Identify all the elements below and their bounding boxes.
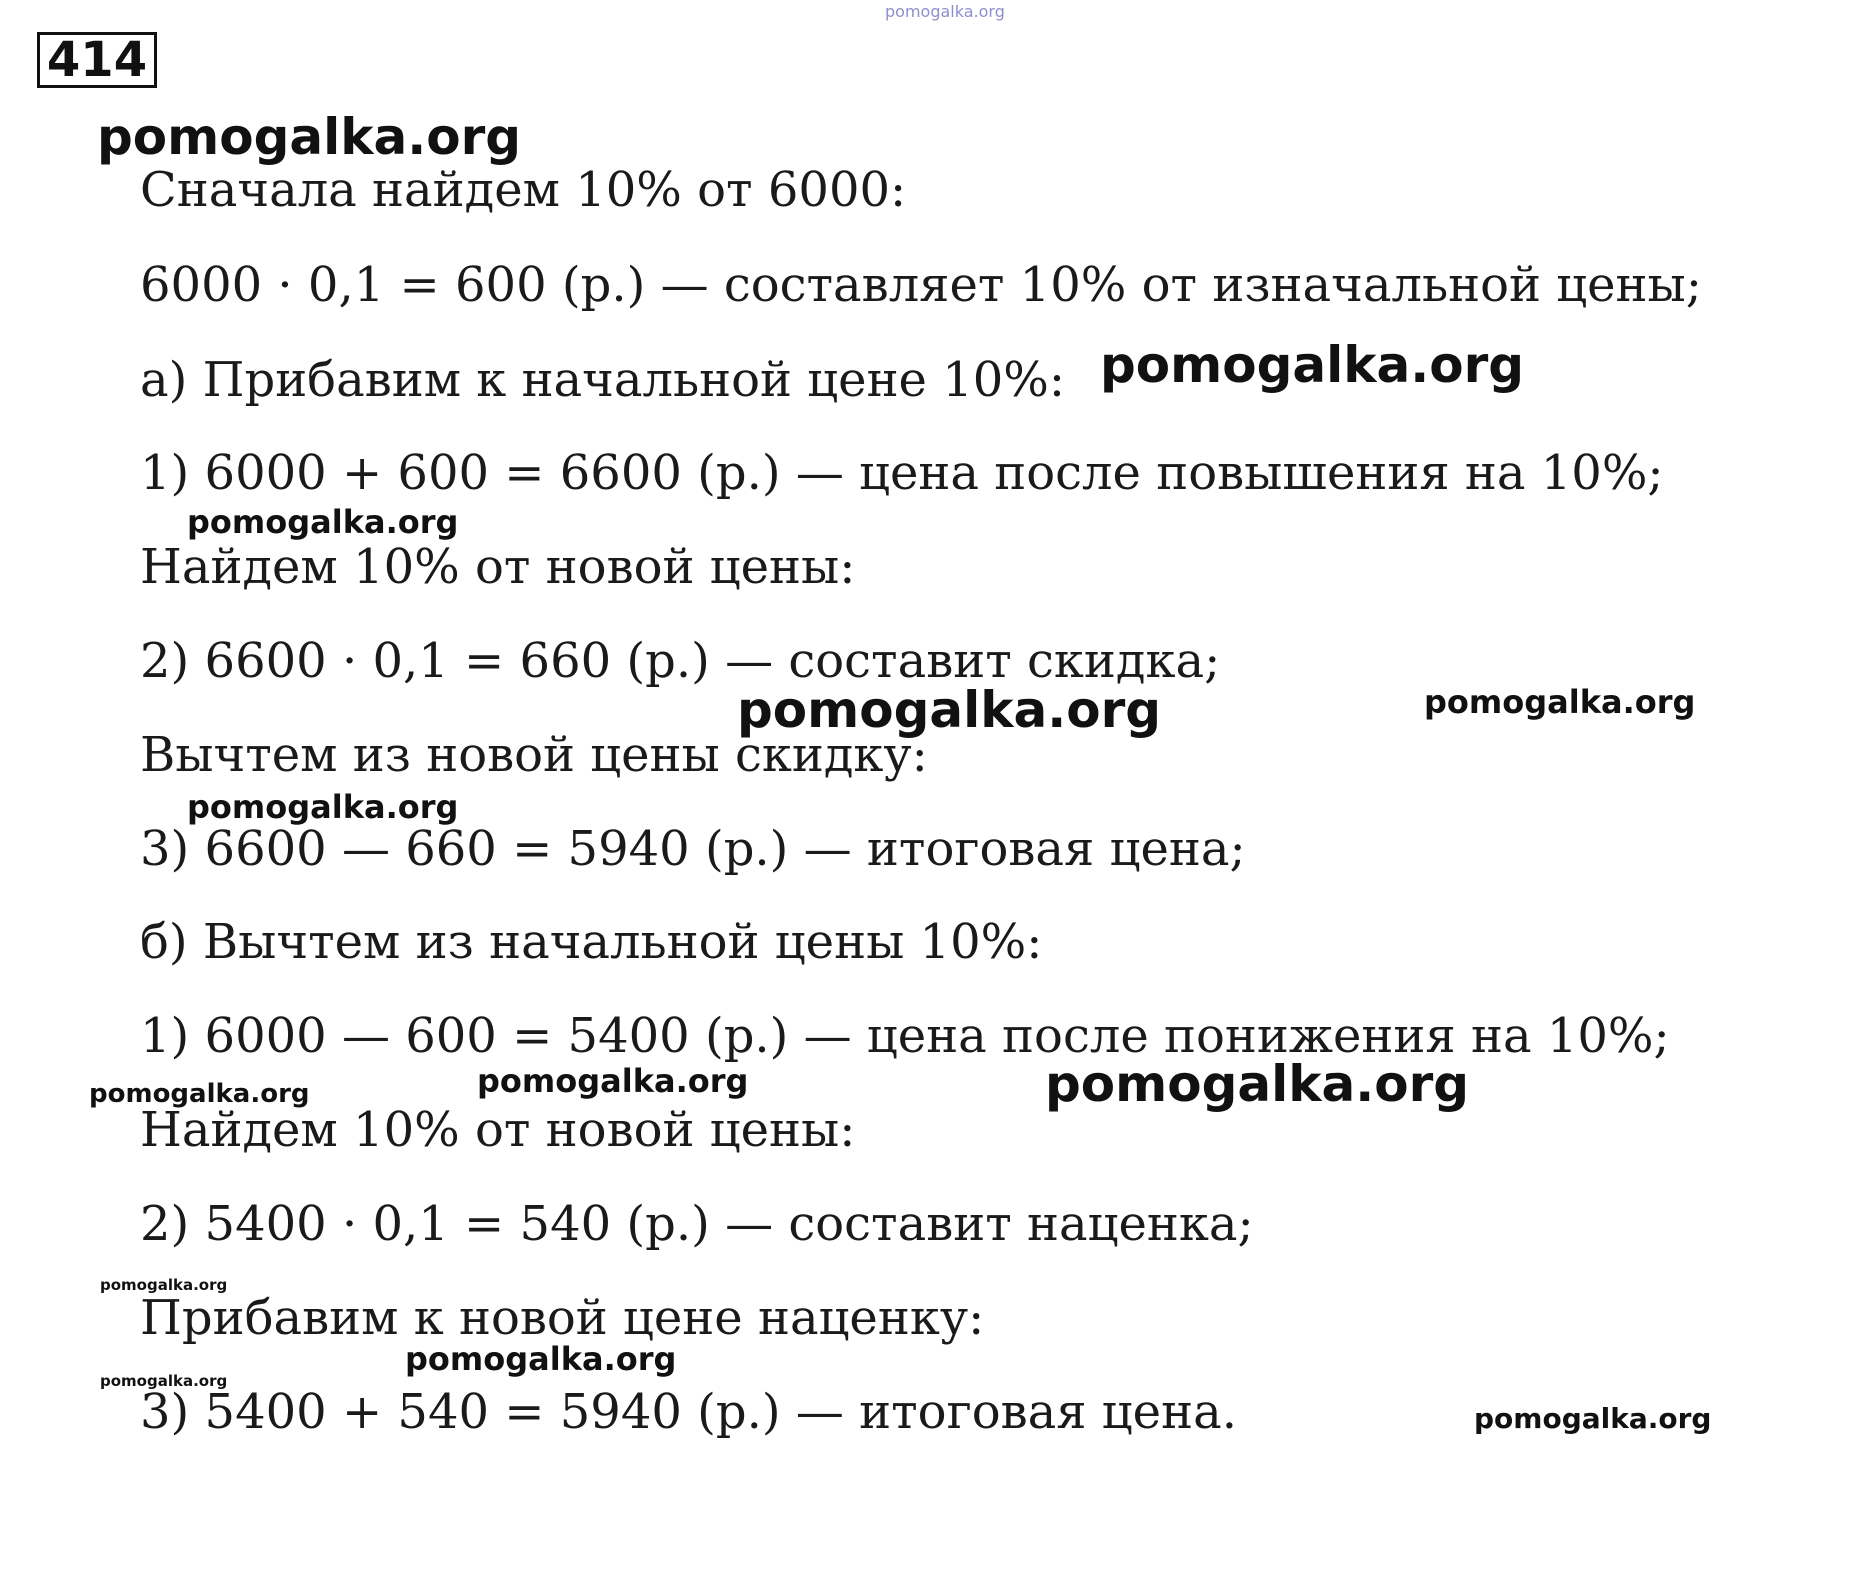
watermark: pomogalka.org	[187, 503, 459, 541]
watermark: pomogalka.org	[97, 108, 522, 166]
watermark: pomogalka.org	[1045, 1055, 1470, 1113]
solution-line-10: 1) 6000 — 600 = 5400 (р.) — цена после понижения на 10%;	[140, 1008, 1670, 1064]
watermark: pomogalka.org	[1474, 1402, 1712, 1435]
solution-line-6: 2) 6600 · 0,1 = 660 (р.) — составит скидка;	[140, 633, 1221, 689]
watermark: pomogalka.org	[405, 1340, 677, 1378]
watermark: pomogalka.org	[1424, 683, 1696, 721]
solution-line-3: а) Прибавим к начальной цене 10%:	[140, 352, 1066, 408]
solution-line-1: Сначала найдем 10% от 6000:	[140, 162, 907, 218]
solution-line-7: Вычтем из новой цены скидку:	[140, 727, 928, 783]
watermark: pomogalka.org	[885, 2, 1005, 21]
watermark: pomogalka.org	[89, 1079, 310, 1109]
solution-line-12: 2) 5400 · 0,1 = 540 (р.) — составит наценка;	[140, 1196, 1254, 1252]
watermark: pomogalka.org	[1100, 336, 1525, 394]
watermark: pomogalka.org	[187, 788, 459, 826]
watermark: pomogalka.org	[737, 681, 1162, 739]
solution-line-11: Найдем 10% от новой цены:	[140, 1102, 856, 1158]
watermark: pomogalka.org	[100, 1276, 228, 1294]
solution-line-8: 3) 6600 — 660 = 5940 (р.) — итоговая цена;	[140, 821, 1246, 877]
solution-line-5: Найдем 10% от новой цены:	[140, 539, 856, 595]
solution-line-9: б) Вычтем из начальной цены 10%:	[140, 914, 1043, 970]
watermark: pomogalka.org	[100, 1372, 228, 1390]
solution-line-2: 6000 · 0,1 = 600 (р.) — составляет 10% от изначальной цены;	[140, 257, 1702, 313]
solution-line-4: 1) 6000 + 600 = 6600 (р.) — цена после повышения на 10%;	[140, 445, 1664, 501]
solution-line-14: 3) 5400 + 540 = 5940 (р.) — итоговая цена.	[140, 1384, 1237, 1440]
watermark: pomogalka.org	[477, 1062, 749, 1100]
problem-number: 414	[37, 32, 157, 88]
solution-line-13: Прибавим к новой цене наценку:	[140, 1290, 985, 1346]
